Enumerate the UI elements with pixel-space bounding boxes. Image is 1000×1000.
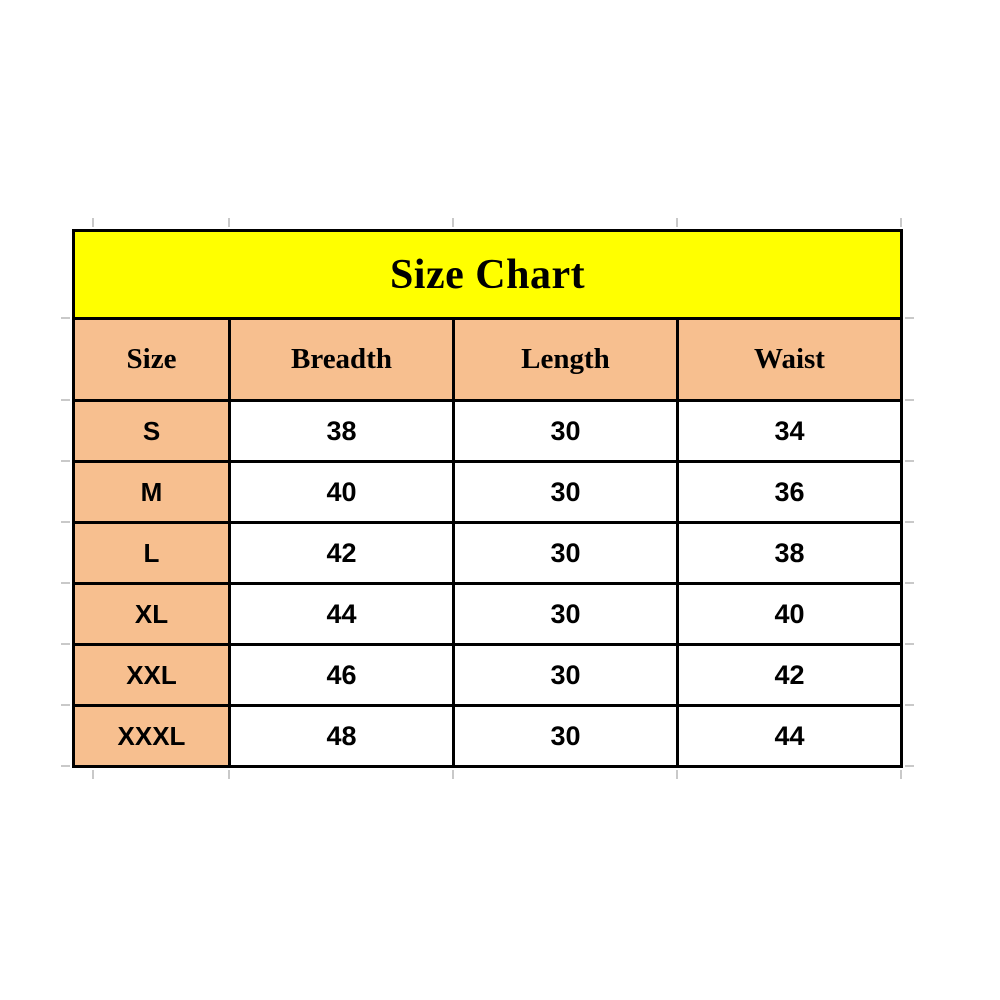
breadth-value: 48 <box>230 706 454 767</box>
gridline-tick <box>905 765 914 767</box>
waist-value: 36 <box>678 462 902 523</box>
gridline-tick <box>676 218 678 227</box>
gridline-tick <box>452 218 454 227</box>
header-cell-length: Length <box>454 319 678 401</box>
breadth-value: 38 <box>230 401 454 462</box>
waist-value: 44 <box>678 706 902 767</box>
gridline-tick <box>61 399 70 401</box>
gridline-tick <box>905 704 914 706</box>
gridline-tick <box>900 770 902 779</box>
table-row-m <box>74 462 902 523</box>
chart-title: Size Chart <box>74 231 902 319</box>
gridline-tick <box>92 770 94 779</box>
gridline-tick <box>905 460 914 462</box>
gridline-tick <box>905 643 914 645</box>
gridline-tick <box>61 704 70 706</box>
gridline-tick <box>228 218 230 227</box>
size-chart-container <box>72 229 900 768</box>
title-row <box>74 231 902 319</box>
gridline-tick <box>61 317 70 319</box>
gridline-tick <box>61 765 70 767</box>
length-value: 30 <box>454 645 678 706</box>
gridline-tick <box>905 582 914 584</box>
header-cell-size: Size <box>74 319 230 401</box>
gridline-tick <box>61 521 70 523</box>
length-value: 30 <box>454 401 678 462</box>
size-chart-table <box>72 229 903 768</box>
gridline-tick <box>61 643 70 645</box>
table-row-xxxl <box>74 706 902 767</box>
breadth-value: 46 <box>230 645 454 706</box>
length-value: 30 <box>454 584 678 645</box>
table-row-s <box>74 401 902 462</box>
gridline-tick <box>61 582 70 584</box>
gridline-tick <box>61 460 70 462</box>
gridline-tick <box>228 770 230 779</box>
waist-value: 38 <box>678 523 902 584</box>
gridline-tick <box>676 770 678 779</box>
table-row-xl <box>74 584 902 645</box>
size-label: L <box>74 523 230 584</box>
breadth-value: 40 <box>230 462 454 523</box>
waist-value: 42 <box>678 645 902 706</box>
gridline-tick <box>900 218 902 227</box>
size-label: XXL <box>74 645 230 706</box>
size-label: M <box>74 462 230 523</box>
size-label: S <box>74 401 230 462</box>
table-row-xxl <box>74 645 902 706</box>
gridline-tick <box>905 399 914 401</box>
gridline-tick <box>905 521 914 523</box>
breadth-value: 42 <box>230 523 454 584</box>
gridline-tick <box>905 317 914 319</box>
size-label: XXXL <box>74 706 230 767</box>
length-value: 30 <box>454 706 678 767</box>
table-row-l <box>74 523 902 584</box>
length-value: 30 <box>454 462 678 523</box>
header-cell-waist: Waist <box>678 319 902 401</box>
breadth-value: 44 <box>230 584 454 645</box>
header-row <box>74 319 902 401</box>
waist-value: 34 <box>678 401 902 462</box>
header-cell-breadth: Breadth <box>230 319 454 401</box>
size-label: XL <box>74 584 230 645</box>
gridline-tick <box>452 770 454 779</box>
waist-value: 40 <box>678 584 902 645</box>
gridline-tick <box>92 218 94 227</box>
length-value: 30 <box>454 523 678 584</box>
